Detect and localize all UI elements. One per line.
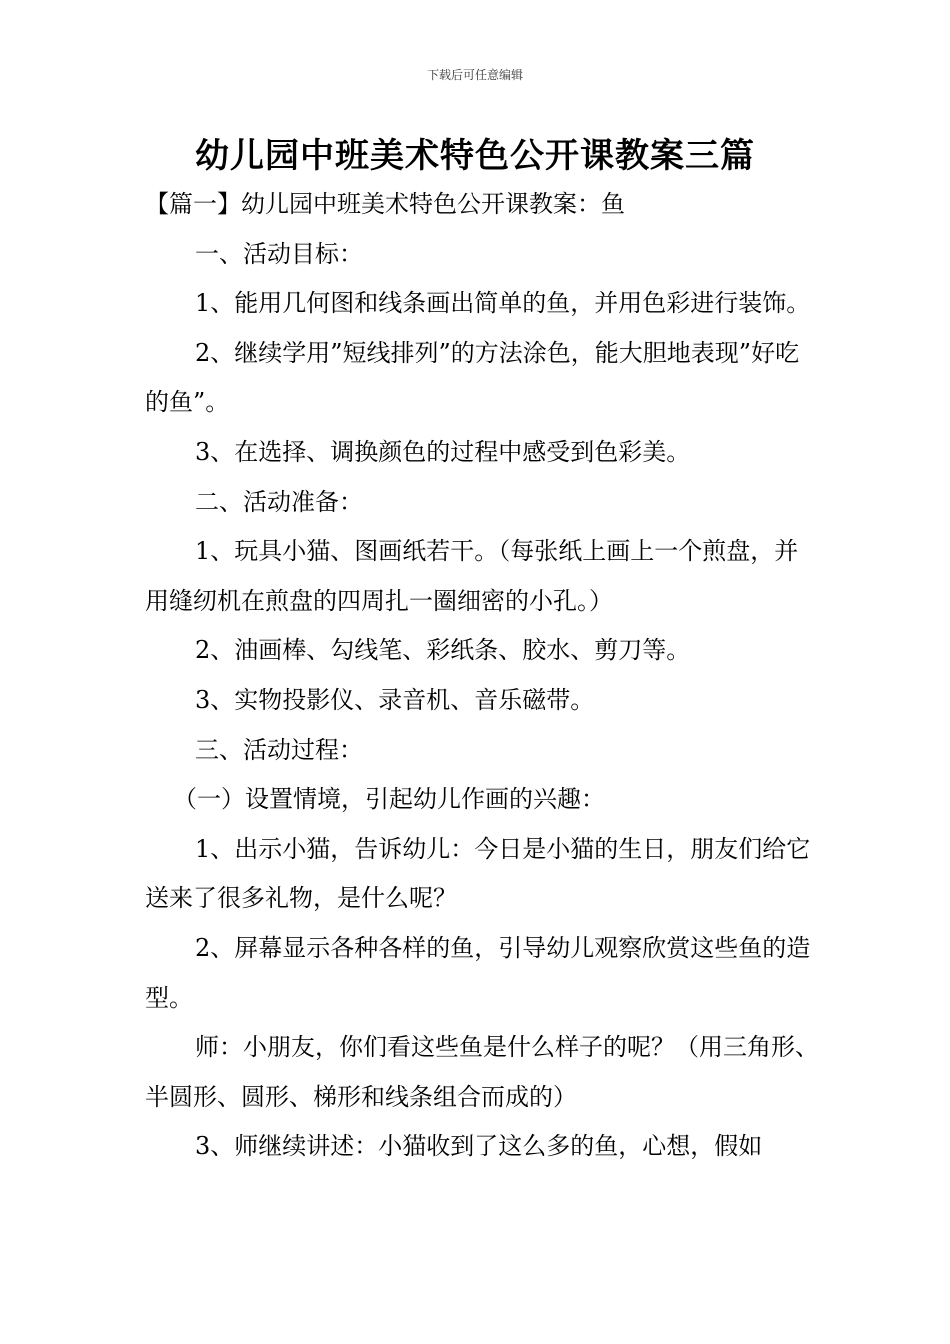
- document-title: 幼儿园中班美术特色公开课教案三篇: [195, 136, 755, 176]
- document-body: [145, 180, 820, 1172]
- header-note: 下载后可任意编辑: [426, 68, 523, 82]
- paragraph: 3、实物投影仪、录音机、音乐磁带。: [195, 685, 595, 714]
- paragraph: 3、师继续讲述：小猫收到了这么多的鱼，心想，假如: [195, 1132, 763, 1161]
- paragraph: （一）设置情境，引起幼儿作画的兴趣：: [173, 785, 605, 814]
- paragraph: 一、活动目标：: [195, 239, 363, 268]
- paragraph: 三、活动过程：: [195, 735, 363, 764]
- paragraph: 2、屏幕显示各种各样的鱼，引导幼儿观察欣赏这些鱼的造型。: [145, 933, 811, 1012]
- paragraph: 二、活动准备：: [195, 487, 363, 516]
- paragraph: 3、在选择、调换颜色的过程中感受到色彩美。: [195, 437, 691, 466]
- paragraph: 2、油画棒、勾线笔、彩纸条、胶水、剪刀等。: [195, 636, 691, 665]
- paragraph: 1、出示小猫，告诉幼儿：今日是小猫的生日，朋友们给它送来了很多礼物，是什么呢？: [145, 834, 811, 913]
- paragraph: 师：小朋友，你们看这些鱼是什么样子的呢？（用三角形、半圆形、圆形、梯形和线条组合而成的）: [145, 1033, 819, 1111]
- paragraph: 1、能用几何图和线条画出简单的鱼，并用色彩进行装饰。: [195, 289, 811, 318]
- paragraph: 2、继续学用”短线排列”的方法涂色，能大胆地表现”好吃的鱼”。: [145, 338, 800, 417]
- paragraph: 1、玩具小猫、图画纸若干。（每张纸上画上一个煎盘，并用缝纫机在煎盘的四周扎一圈细密的小孔。）: [145, 537, 799, 615]
- section-heading: 【篇一】幼儿园中班美术特色公开课教案：鱼: [145, 190, 625, 218]
